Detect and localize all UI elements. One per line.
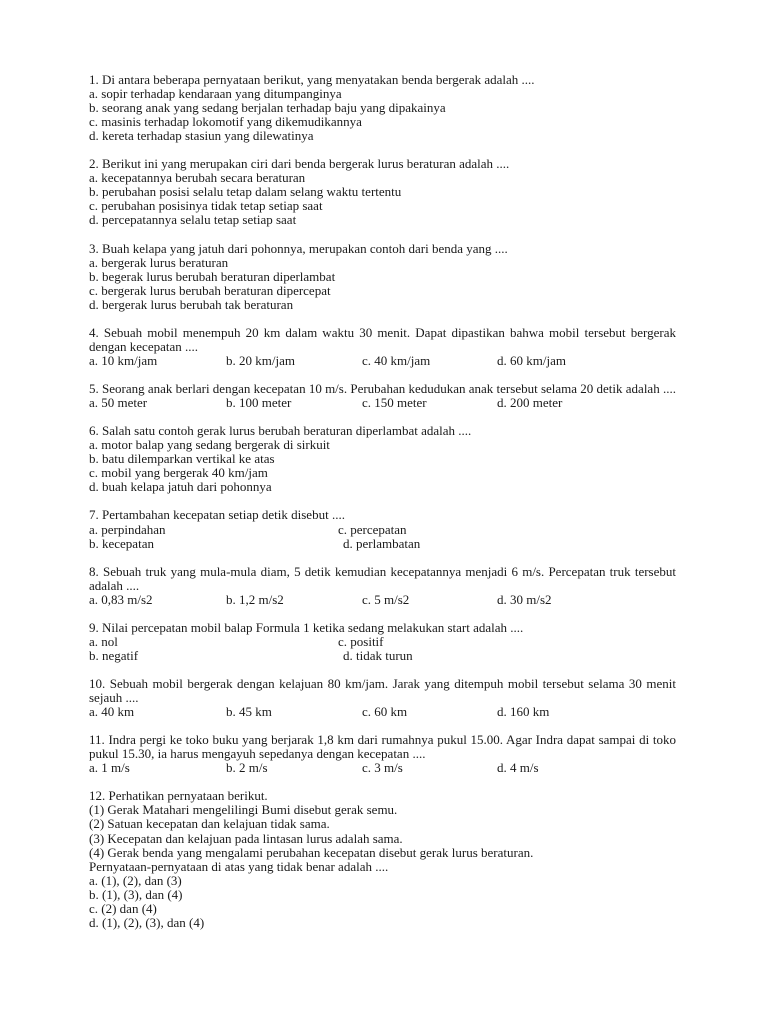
option-d: d. tidak turun (343, 647, 413, 663)
option-b: b. 20 km/jam (226, 352, 295, 368)
statement: (1) Gerak Matahari mengelilingi Bumi disebut gerak semu. (89, 802, 398, 818)
option-c: c. 150 meter (362, 395, 427, 411)
question-stem: 2. Berikut ini yang merupakan ciri dari benda bergerak lurus beraturan adalah .... (89, 156, 510, 172)
question-8 (89, 565, 676, 607)
options-row (89, 523, 676, 537)
options-row (89, 761, 676, 775)
question-stem: 4. Sebuah mobil menempuh 20 km dalam waktu 30 menit. Dapat dipastikan bahwa mobil tersebut bergerak dengan kecepatan .... (89, 324, 676, 354)
option-d: d. buah kelapa jatuh dari pohonnya (89, 479, 272, 495)
question-6 (89, 424, 676, 494)
option-a: a. 10 km/jam (89, 352, 158, 368)
options-row (89, 635, 676, 649)
question-12 (89, 789, 676, 929)
question-1 (89, 73, 676, 143)
option-a: a. 40 km (89, 704, 135, 720)
option-a: a. bergerak lurus beraturan (89, 254, 229, 270)
option-c: c. masinis terhadap lokomotif yang dikemudikannya (89, 114, 362, 130)
question-10 (89, 677, 676, 719)
option-d: d. 200 meter (497, 395, 563, 411)
option-d: d. kereta terhadap stasiun yang dilewatinya (89, 128, 314, 144)
question-stem: 12. Perhatikan pernyataan berikut. (89, 788, 268, 804)
question-11 (89, 733, 676, 775)
option-c: c. bergerak lurus berubah beraturan dipercepat (89, 282, 331, 298)
option-b: b. seorang anak yang sedang berjalan terhadap baju yang dipakainya (89, 100, 446, 116)
option-b: b. negatif (89, 647, 139, 663)
options-row (89, 705, 676, 719)
option-c: c. positif (338, 633, 384, 649)
question-9 (89, 621, 676, 663)
option-a: a. 0,83 m/s2 (89, 591, 153, 607)
option-d: d. (1), (2), (3), dan (4) (89, 914, 205, 930)
question-3 (89, 242, 676, 312)
option-a: a. motor balap yang sedang bergerak di sirkuit (89, 437, 330, 453)
option-a: a. 50 meter (89, 395, 148, 411)
option-c: c. mobil yang bergerak 40 km/jam (89, 465, 268, 481)
question-stem: 9. Nilai percepatan mobil balap Formula 1 ketika sedang melakukan start adalah .... (89, 619, 524, 635)
option-d: d. percepatannya selalu tetap setiap saat (89, 212, 297, 228)
option-c: c. perubahan posisinya tidak tetap setiap saat (89, 198, 323, 214)
option-b: b. 100 meter (226, 395, 292, 411)
option-a: a. sopir terhadap kendaraan yang ditumpanginya (89, 86, 342, 102)
question-stem: 6. Salah satu contoh gerak lurus berubah beraturan diperlambat adalah .... (89, 423, 472, 439)
question-stem: 8. Sebuah truk yang mula-mula diam, 5 detik kemudian kecepatannya menjadi 6 m/s. Percepatan truk tersebut adalah .... (89, 563, 676, 593)
statement: (4) Gerak benda yang mengalami perubahan kecepatan disebut gerak lurus beraturan. (89, 844, 534, 860)
option-a: a. kecepatannya berubah secara beraturan (89, 170, 306, 186)
quiz-document (89, 73, 676, 944)
question-stem: 3. Buah kelapa yang jatuh dari pohonnya, merupakan contoh dari benda yang .... (89, 240, 508, 256)
option-b: b. begerak lurus berubah beraturan diperlambat (89, 268, 336, 284)
option-b: b. 2 m/s (226, 760, 268, 776)
question-stem: 7. Pertambahan kecepatan setiap detik disebut .... (89, 507, 345, 523)
options-row (89, 396, 676, 410)
option-b: b. (1), (3), dan (4) (89, 886, 183, 902)
option-c: c. (2) dan (4) (89, 900, 157, 916)
question-prompt: Pernyataan-pernyataan di atas yang tidak benar adalah .... (89, 858, 389, 874)
option-c: c. 5 m/s2 (362, 591, 410, 607)
option-c: c. 3 m/s (362, 760, 403, 776)
question-stem: 11. Indra pergi ke toko buku yang berjarak 1,8 km dari rumahnya pukul 15.00. Agar Indra dapat sampai di toko pukul 15.30, ia harus mengayuh sepedanya dengan kecepatan .... (89, 732, 676, 762)
option-b: b. kecepatan (89, 535, 154, 551)
question-stem: 5. Seorang anak berlari dengan kecepatan 10 m/s. Perubahan kedudukan anak tersebut selama 20 detik adalah .... (89, 381, 676, 397)
question-2 (89, 157, 676, 227)
option-d: d. bergerak lurus berubah tak beraturan (89, 296, 294, 312)
options-row (89, 649, 676, 663)
option-a: a. (1), (2), dan (3) (89, 872, 182, 888)
option-d: d. 160 km (497, 704, 550, 720)
option-d: d. 30 m/s2 (497, 591, 552, 607)
statement: (3) Kecepatan dan kelajuan pada lintasan lurus adalah sama. (89, 830, 403, 846)
option-b: b. 45 km (226, 704, 272, 720)
question-5 (89, 382, 676, 410)
option-b: b. batu dilemparkan vertikal ke atas (89, 451, 275, 467)
question-stem: 1. Di antara beberapa pernyataan berikut, yang menyatakan benda bergerak adalah .... (89, 72, 535, 87)
option-d: d. 4 m/s (497, 760, 539, 776)
option-b: b. perubahan posisi selalu tetap dalam selang waktu tertentu (89, 184, 402, 200)
question-4 (89, 326, 676, 368)
option-d: d. 60 km/jam (497, 352, 566, 368)
option-c: c. percepatan (338, 521, 407, 537)
option-c: c. 60 km (362, 704, 408, 720)
option-a: a. perpindahan (89, 521, 166, 537)
option-a: a. nol (89, 633, 118, 649)
option-a: a. 1 m/s (89, 760, 130, 776)
statement: (2) Satuan kecepatan dan kelajuan tidak sama. (89, 816, 330, 832)
question-7 (89, 508, 676, 550)
question-stem: 10. Sebuah mobil bergerak dengan kelajuan 80 km/jam. Jarak yang ditempuh mobil tersebut selama 30 menit sejauh .... (89, 676, 676, 706)
options-row (89, 537, 676, 551)
options-row (89, 354, 676, 368)
options-row (89, 593, 676, 607)
option-c: c. 40 km/jam (362, 352, 431, 368)
option-d: d. perlambatan (343, 535, 421, 551)
option-b: b. 1,2 m/s2 (226, 591, 284, 607)
